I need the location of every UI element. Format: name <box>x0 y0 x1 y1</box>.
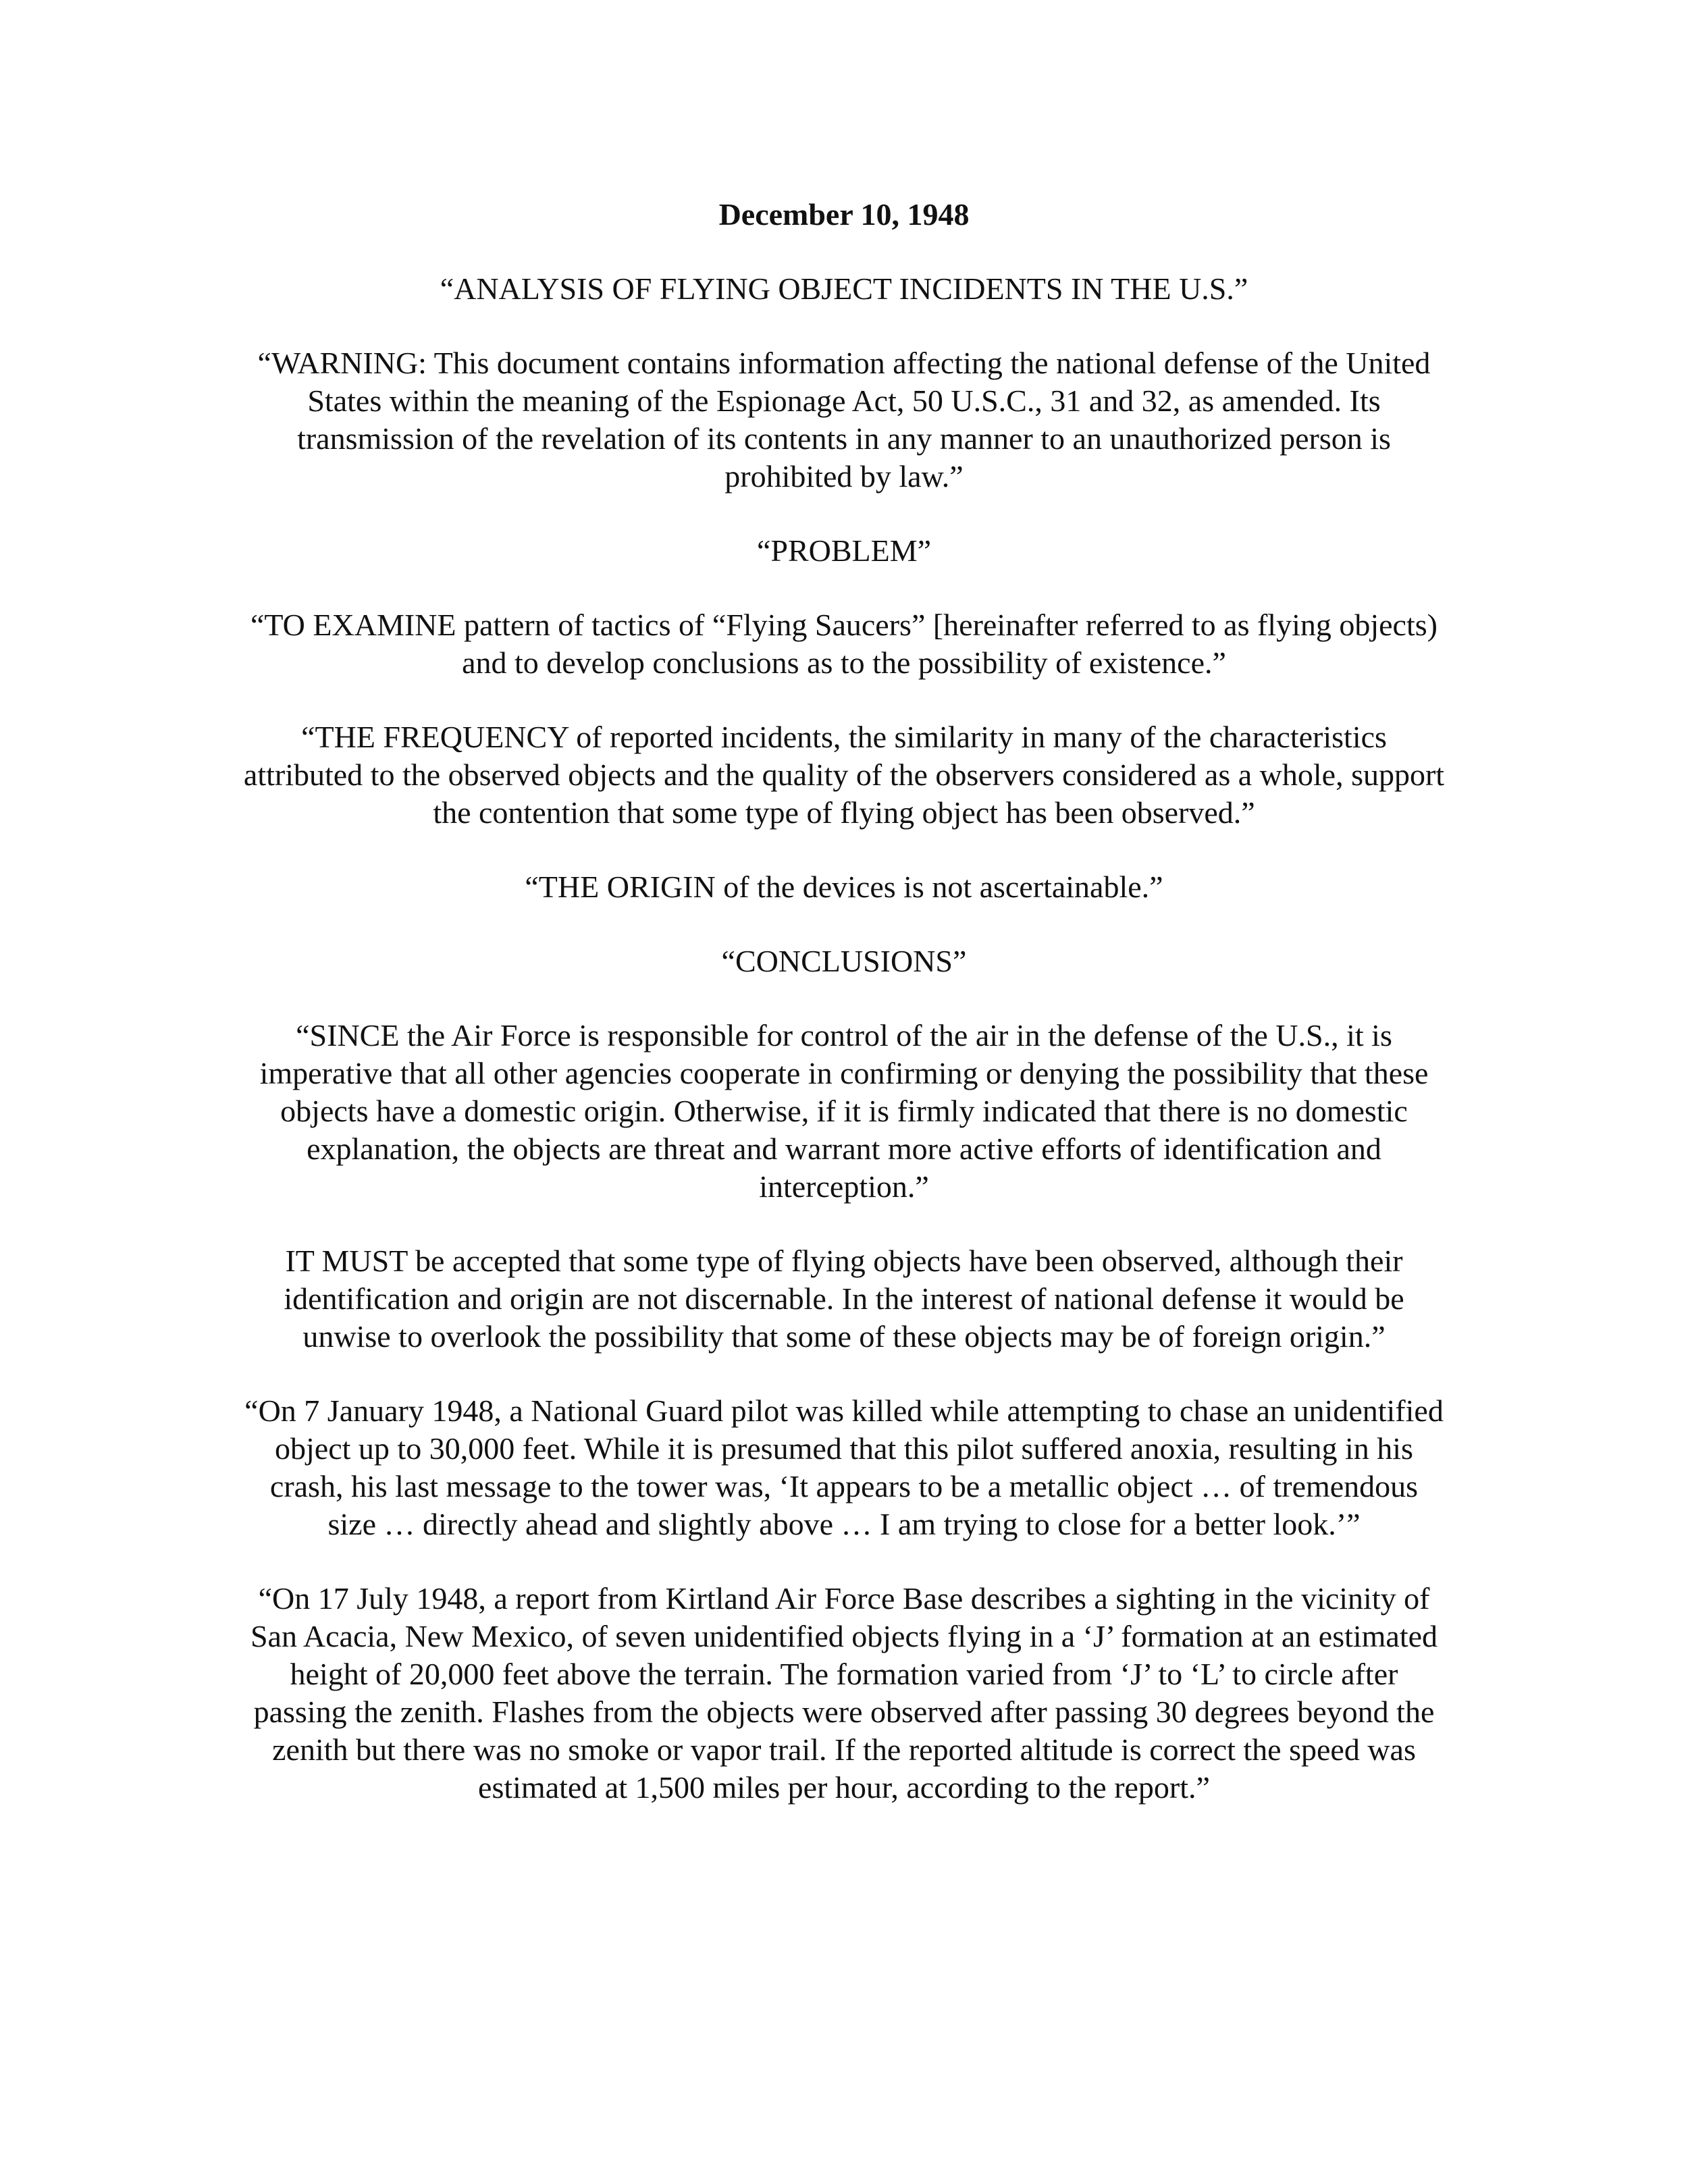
document-page <box>243 196 1445 1843</box>
must-paragraph: IT MUST be accepted that some type of flying objects have been observed, although their identification and origin are not discernable. In the interest of national defense it would be unwise to overlook the possibility that some of these objects may be of foreign origin.” <box>284 1244 1404 1354</box>
problem-paragraph: “TO EXAMINE pattern of tactics of “Flying Saucers” [hereinafter referred to as flying objects) and to develop conclusions as to the possibility of existence.” <box>250 608 1438 680</box>
origin-paragraph: “THE ORIGIN of the devices is not ascertainable.” <box>525 870 1163 904</box>
january-incident-paragraph: “On 7 January 1948, a National Guard pilot was killed while attempting to chase an unidentified object up to 30,000 feet. While it is presumed that this pilot suffered anoxia, resulting in his crash, his last message to the tower was, ‘It appears to be a metallic object … of tremendous size … directly ahead and slightly above … I am trying to close for a better look.’” <box>244 1393 1444 1541</box>
frequency-paragraph: “THE FREQUENCY of reported incidents, the similarity in many of the characteristics attributed to the observed objects and the quality of the observers considered as a whole, support the contention that some type of flying object has been observed.” <box>243 720 1445 830</box>
conclusions-heading: “CONCLUSIONS” <box>721 944 967 978</box>
since-paragraph: “SINCE the Air Force is responsible for control of the air in the defense of the U.S., it is imperative that all other agencies cooperate in confirming or denying the possibility that these objects have a domestic origin. Otherwise, if it is firmly indicated that there is no domestic explanation, the objects are threat and warrant more active efforts of identification and interception.” <box>259 1018 1429 1204</box>
warning-paragraph: “WARNING: This document contains information affecting the national defense of the United States within the meaning of the Espionage Act, 50 U.S.C., 31 and 32, as amended. Its transmission of the revelation of its contents in any manner to an unauthorized person is prohibited by law.” <box>257 346 1431 494</box>
problem-heading: “PROBLEM” <box>756 533 932 568</box>
document-title: “ANALYSIS OF FLYING OBJECT INCIDENTS IN THE U.S.” <box>440 271 1248 306</box>
july-incident-paragraph: “On 17 July 1948, a report from Kirtland Air Force Base describes a sighting in the vicinity of San Acacia, New Mexico, of seven unidentified objects flying in a ‘J’ formation at an estimated height of 20,000 feet above the terrain. The formation varied from ‘J’ to ‘L’ to circle after passing the zenith. Flashes from the objects were observed after passing 30 degrees beyond the zenith but there was no smoke or vapor trail. If the reported altitude is correct the speed was estimated at 1,500 miles per hour, according to the report.” <box>250 1581 1438 1805</box>
document-date: December 10, 1948 <box>718 197 970 232</box>
